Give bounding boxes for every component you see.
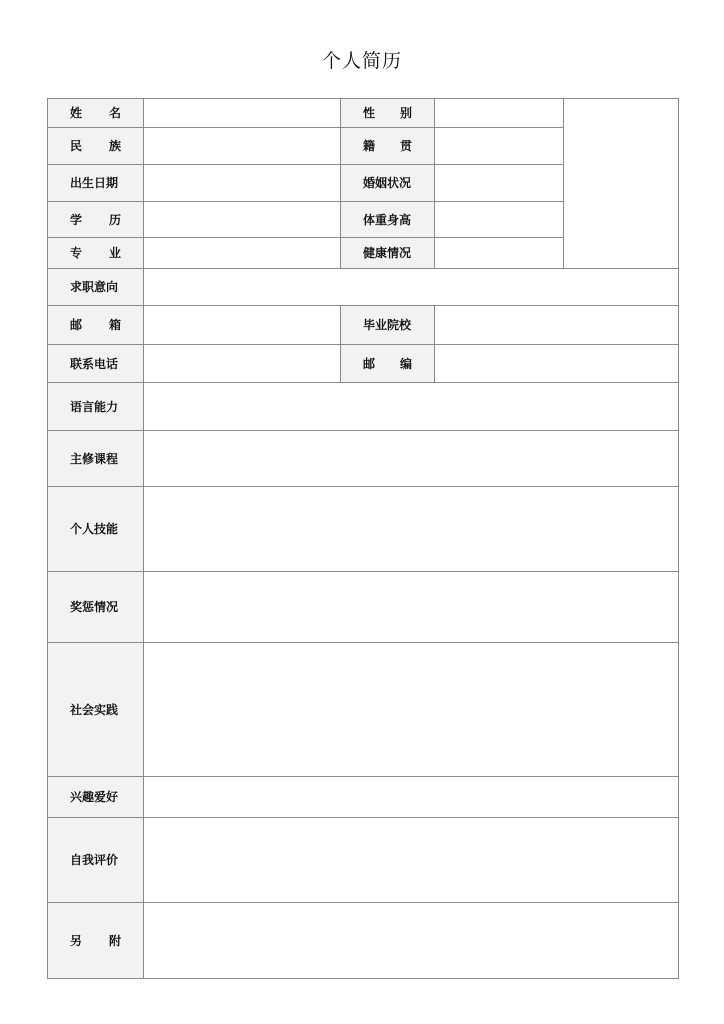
value-courses[interactable] bbox=[144, 431, 679, 487]
label-attachment: 另 附 bbox=[48, 903, 144, 979]
value-hobbies[interactable] bbox=[144, 777, 679, 818]
value-email[interactable] bbox=[144, 306, 341, 345]
value-native-place[interactable] bbox=[435, 128, 564, 165]
value-birth-date[interactable] bbox=[144, 165, 341, 202]
label-education: 学 历 bbox=[48, 202, 144, 238]
label-birth-date: 出生日期 bbox=[48, 165, 144, 202]
value-gender[interactable] bbox=[435, 99, 564, 128]
label-gender: 性 别 bbox=[341, 99, 435, 128]
label-native-place: 籍 贯 bbox=[341, 128, 435, 165]
label-job-intention: 求职意向 bbox=[48, 269, 144, 306]
label-school: 毕业院校 bbox=[341, 306, 435, 345]
value-phone[interactable] bbox=[144, 345, 341, 383]
label-postcode: 邮 编 bbox=[341, 345, 435, 383]
row-self-evaluation bbox=[48, 818, 679, 903]
row-social-practice bbox=[48, 643, 679, 777]
row-name bbox=[48, 99, 679, 128]
value-skills[interactable] bbox=[144, 487, 679, 572]
resume-table bbox=[47, 98, 679, 979]
row-hobbies bbox=[48, 777, 679, 818]
label-hobbies: 兴趣爱好 bbox=[48, 777, 144, 818]
label-language: 语言能力 bbox=[48, 383, 144, 431]
value-job-intention[interactable] bbox=[144, 269, 679, 306]
label-marital-status: 婚姻状况 bbox=[341, 165, 435, 202]
label-social-practice: 社会实践 bbox=[48, 643, 144, 777]
value-attachment[interactable] bbox=[144, 903, 679, 979]
label-ethnicity: 民 族 bbox=[48, 128, 144, 165]
value-health[interactable] bbox=[435, 238, 564, 269]
value-height-weight[interactable] bbox=[435, 202, 564, 238]
value-marital-status[interactable] bbox=[435, 165, 564, 202]
row-skills bbox=[48, 487, 679, 572]
row-language bbox=[48, 383, 679, 431]
row-email bbox=[48, 306, 679, 345]
label-major: 专 业 bbox=[48, 238, 144, 269]
page-title: 个人简历 bbox=[321, 50, 402, 72]
label-courses: 主修课程 bbox=[48, 431, 144, 487]
label-phone: 联系电话 bbox=[48, 345, 144, 383]
label-awards: 奖惩情况 bbox=[48, 572, 144, 643]
label-skills: 个人技能 bbox=[48, 487, 144, 572]
value-awards[interactable] bbox=[144, 572, 679, 643]
value-ethnicity[interactable] bbox=[144, 128, 341, 165]
label-height-weight: 体重身高 bbox=[341, 202, 435, 238]
label-self-evaluation: 自我评价 bbox=[48, 818, 144, 903]
row-courses bbox=[48, 431, 679, 487]
label-email: 邮 箱 bbox=[48, 306, 144, 345]
label-name: 姓 名 bbox=[48, 99, 144, 128]
value-postcode[interactable] bbox=[435, 345, 679, 383]
value-self-evaluation[interactable] bbox=[144, 818, 679, 903]
value-name[interactable] bbox=[144, 99, 341, 128]
row-job-intention bbox=[48, 269, 679, 306]
label-health: 健康情况 bbox=[341, 238, 435, 269]
photo-box[interactable] bbox=[564, 99, 679, 269]
row-phone bbox=[48, 345, 679, 383]
value-major[interactable] bbox=[144, 238, 341, 269]
value-language[interactable] bbox=[144, 383, 679, 431]
value-education[interactable] bbox=[144, 202, 341, 238]
value-social-practice[interactable] bbox=[144, 643, 679, 777]
row-awards bbox=[48, 572, 679, 643]
row-attachment bbox=[48, 903, 679, 979]
value-school[interactable] bbox=[435, 306, 679, 345]
